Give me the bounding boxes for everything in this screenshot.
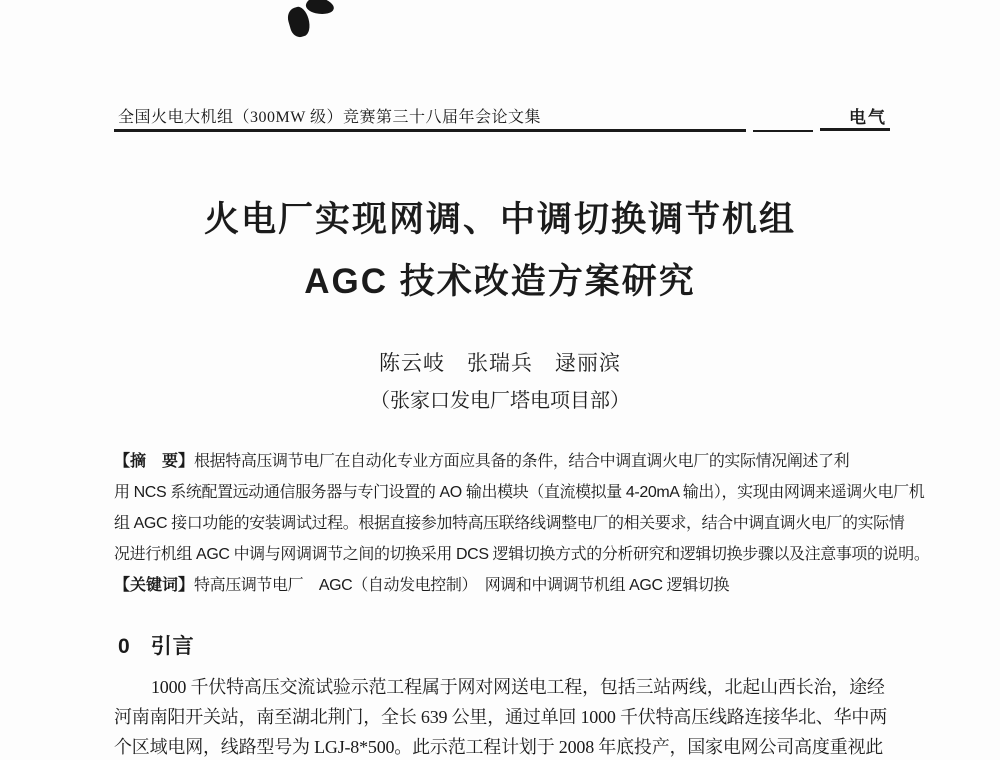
abstract-line-1 — [114, 446, 888, 477]
authors: 陈云岐 张瑞兵 逯丽滨 — [379, 351, 621, 375]
intro-line-2: 河南南阳开关站，南至湖北荆门，全长 639 公里，通过单回 1000 千伏特高压线路连接华北、华中两 — [114, 707, 887, 727]
keywords-text: 特高压调节电厂 AGC（自动发电控制） 网调和中调调节机组 AGC 逻辑切换 — [194, 577, 730, 594]
header-column-label: 电气 — [849, 108, 887, 127]
header-rule-segment — [820, 128, 890, 131]
abstract-label: 【摘 要】 — [114, 453, 195, 470]
section-heading — [118, 630, 195, 660]
abstract-text-1: 根据特高压调节电厂在自动化专业方面应具备的条件，结合中调直调火电厂的实际情况阐述了利 — [194, 453, 850, 470]
intro-line-3: 个区域电网，线路型号为 LGJ-8*500。此示范工程计划于 2008 年底投产，国家电网公司高度重视此 — [114, 737, 884, 757]
header-rule-segment — [114, 129, 746, 132]
abstract-block — [114, 446, 930, 601]
paper-title-line2: AGC 技术改造方案研究 — [304, 262, 696, 301]
paper-title-line1: 火电厂实现网调、中调切换调节机组 — [203, 200, 796, 239]
ink-smudge — [305, 0, 336, 17]
abstract-line-2: 用 NCS 系统配置远动通信服务器与专门设置的 AO 输出模块（直流模拟量 4-20mA 输出），实现由网调来遥调火电厂机 — [114, 484, 925, 501]
keywords-line — [114, 570, 888, 601]
keywords-label: 【关键词】 — [114, 577, 195, 594]
header-proceedings-title: 全国火电大机组（300MW 级）竞赛第三十八届年会论文集 — [118, 109, 542, 126]
section-number: 0 — [118, 635, 131, 658]
abstract-line-3: 组 AGC 接口功能的安装调试过程。根据直接参加特高压联络线调整电厂的相关要求，结合中调直调火电厂的实际情 — [114, 515, 905, 532]
header-rule-segment — [753, 130, 813, 132]
intro-paragraph — [114, 672, 888, 760]
affiliation: （张家口发电厂塔电项目部） — [370, 390, 630, 412]
abstract-line-4: 况进行机组 AGC 中调与网调调节之间的切换采用 DCS 逻辑切换方式的分析研究和逻辑切换步骤以及注意事项的说明。 — [114, 546, 930, 563]
intro-line-1: 1000 千伏特高压交流试验示范工程属于网对网送电工程，包括三站两线，北起山西长治，途经 — [151, 677, 885, 697]
section-title: 引言 — [150, 635, 195, 658]
